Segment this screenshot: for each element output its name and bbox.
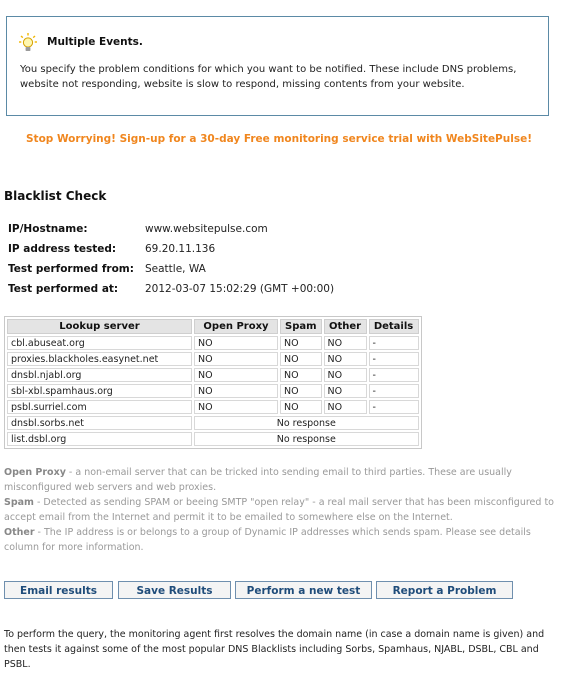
server-cell: dnsbl.sorbs.net [7, 416, 192, 430]
other-cell: NO [324, 384, 367, 398]
table-row [7, 432, 419, 446]
spam-cell: NO [280, 400, 322, 414]
server-cell: proxies.blackholes.easynet.net [7, 352, 192, 366]
open-proxy-cell: NO [194, 368, 278, 382]
open-proxy-cell: NO [194, 400, 278, 414]
spam-cell: NO [280, 352, 322, 366]
details-cell: - [369, 384, 419, 398]
table-row [7, 400, 419, 414]
open-proxy-cell: NO [194, 336, 278, 350]
info-label: Test performed from: [8, 263, 134, 275]
report-problem-button[interactable]: Report a Problem [376, 581, 513, 599]
no-response-cell: No response [194, 416, 419, 430]
server-cell: list.dsbl.org [7, 432, 192, 446]
details-cell: - [369, 400, 419, 414]
table-row [7, 352, 419, 366]
server-cell: dnsbl.njabl.org [7, 368, 192, 382]
spam-cell: NO [280, 336, 322, 350]
tip-title: Multiple Events. [47, 36, 143, 48]
tip-box [6, 16, 549, 116]
footnote: To perform the query, the monitoring agent first resolves the domain name (in case a domain name is given) and then tests it against some of the most popular DNS Blacklists including Sorbs, Spamhaus, NJABL, DSBL, CBL and PSBL. [4, 629, 545, 670]
legend-term: Other [4, 527, 35, 538]
info-label: IP address tested: [8, 243, 117, 255]
table-header-row [7, 319, 419, 334]
legend-text: - a non-email server that can be tricked into sending email to third parties. These are usually misconfigured web servers and web proxies. [4, 467, 512, 493]
save-results-button[interactable]: Save Results [118, 581, 231, 599]
spam-cell: NO [280, 368, 322, 382]
lookup-table [4, 316, 422, 449]
lightbulb-icon [19, 33, 37, 53]
column-header: Lookup server [7, 319, 192, 334]
info-label: IP/Hostname: [8, 223, 88, 235]
info-value: Seattle, WA [145, 263, 206, 275]
no-response-cell: No response [194, 432, 419, 446]
legend-spam [4, 495, 554, 525]
table-row [7, 384, 419, 398]
column-header: Open Proxy [194, 319, 278, 334]
legend-open-proxy [4, 465, 554, 495]
other-cell: NO [324, 368, 367, 382]
other-cell: NO [324, 336, 367, 350]
legend-term: Open Proxy [4, 467, 66, 478]
info-value: www.websitepulse.com [145, 223, 268, 235]
legend-term: Spam [4, 497, 34, 508]
info-value: 2012-03-07 15:02:29 (GMT +00:00) [145, 283, 335, 295]
spam-cell: NO [280, 384, 322, 398]
server-cell: sbl-xbl.spamhaus.org [7, 384, 192, 398]
info-label: Test performed at: [8, 283, 119, 295]
other-cell: NO [324, 352, 367, 366]
column-header: Spam [280, 319, 322, 334]
details-cell: - [369, 336, 419, 350]
details-cell: - [369, 352, 419, 366]
promo-banner[interactable]: Stop Worrying! Sign-up for a 30-day Free monitoring service trial with WebSitePulse! [25, 133, 532, 145]
column-header: Other [324, 319, 367, 334]
tip-text: You specify the problem conditions for which you want to be notified. These include DNS problems, website not responding, website is slow to respond, missing contents from your website. [20, 64, 517, 90]
section-heading: Blacklist Check [4, 189, 107, 203]
table-row [7, 336, 419, 350]
table-row [7, 368, 419, 382]
info-value: 69.20.11.136 [145, 243, 216, 255]
open-proxy-cell: NO [194, 352, 278, 366]
new-test-button[interactable]: Perform a new test [235, 581, 372, 599]
column-header: Details [369, 319, 419, 334]
open-proxy-cell: NO [194, 384, 278, 398]
email-results-button[interactable]: Email results [4, 581, 113, 599]
legend [4, 465, 554, 555]
server-cell: psbl.surriel.com [7, 400, 192, 414]
legend-text: - The IP address is or belongs to a group of Dynamic IP addresses which sends spam. Please see details column for more information. [4, 527, 531, 553]
server-cell: cbl.abuseat.org [7, 336, 192, 350]
legend-text: - Detected as sending SPAM or beeing SMTP "open relay" - a real mail server that has been misconfigured to accept email from the Internet and permit it to be emailed to somewhere else on the Internet. [4, 497, 554, 523]
table-row [7, 416, 419, 430]
other-cell: NO [324, 400, 367, 414]
legend-other [4, 525, 554, 555]
details-cell: - [369, 368, 419, 382]
